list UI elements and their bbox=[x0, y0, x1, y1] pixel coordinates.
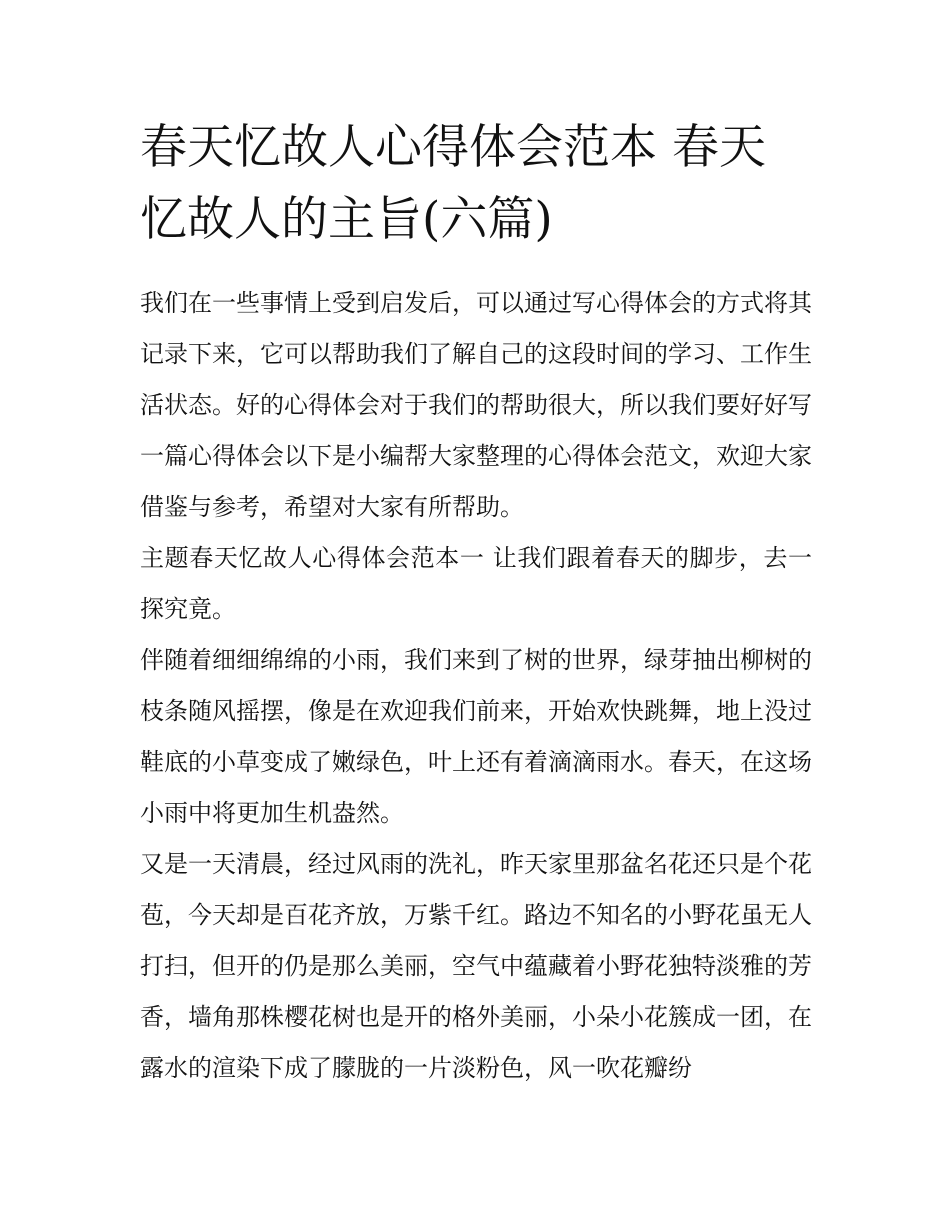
section-heading-paragraph: 主题春天忆故人心得体会范本一 让我们跟着春天的脚步，去一探究竟。 bbox=[140, 544, 812, 623]
intro-paragraph: 我们在一些事情上受到启发后，可以通过写心得体会的方式将其记录下来，它可以帮助我们了解自己的这段时间的学习、工作生活状态。好的心得体会对于我们的帮助很大，所以我们要好好写一篇心得体会以下是小编帮大家整理的心得体会范文，欢迎大家借鉴与参考，希望对大家有所帮助。 bbox=[140, 289, 812, 521]
body-paragraph-rain: 伴随着细细绵绵的小雨，我们来到了树的世界，绿芽抽出柳树的枝条随风摇摆，像是在欢迎我们前来，开始欢快跳舞，地上没过鞋底的小草变成了嫩绿色，叶上还有着滴滴雨水。春天，在这场小雨中将更加生机盎然。 bbox=[140, 646, 812, 827]
document-page bbox=[140, 112, 812, 1094]
body-paragraph-flowers: 又是一天清晨，经过风雨的洗礼，昨天家里那盆名花还只是个花苞，今天却是百花齐放，万紫千红。路边不知名的小野花虽无人打扫，但开的仍是那么美丽，空气中蕴藏着小野花独特淡雅的芳香，墙角那株樱花树也是开的格外美丽，小朵小花簇成一团，在露水的渲染下成了朦胧的一片淡粉色，风一吹花瓣纷 bbox=[140, 850, 812, 1082]
document-title: 春天忆故人心得体会范本 春天忆故人的主旨(六篇) bbox=[140, 120, 766, 247]
